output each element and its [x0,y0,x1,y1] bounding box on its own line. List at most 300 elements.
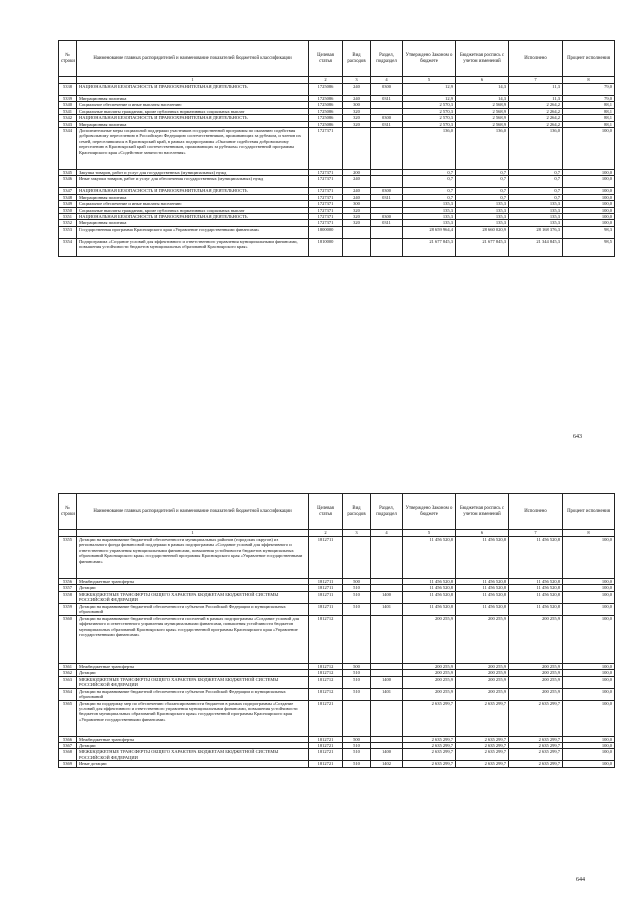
row-budget-plan: 2 568,9 [456,121,509,127]
row-executed: 2 635 299,7 [509,749,563,761]
col-header-cs: Целевая статья [309,41,343,77]
row-target-article: 1812712 [309,663,343,669]
row-approved: 200 255,9 [403,688,456,700]
row-expense-type: 300 [343,102,371,108]
row-name: Миграционная политика [77,220,309,226]
row-budget-plan: 2 635 299,7 [456,743,509,749]
row-section: 0311 [371,96,403,102]
row-number: 5358 [59,591,77,603]
row-name: Социальное обеспечение и иные выплаты населению [77,102,309,108]
row-target-article: 1812721 [309,761,343,767]
row-approved: 2 635 299,7 [403,743,456,749]
col-header-approved: Утверждено Законом о бюджете [403,494,456,530]
col-number: 8 [563,530,615,537]
row-expense-type: 510 [343,585,371,591]
row-approved: 21 677 845,3 [403,238,456,256]
header-row [59,494,615,530]
row-target-article: 1812712 [309,670,343,676]
row-budget-plan: 14,3 [456,84,509,96]
row-expense-type: 300 [343,201,371,207]
row-executed: 28 168 376,3 [509,226,563,238]
row-number: 5356 [59,579,77,585]
row-expense-type [343,238,371,256]
row-expense-type: 240 [343,84,371,96]
col-number: 2 [309,530,343,537]
row-target-article: 1727371 [309,188,343,194]
col-number: 4 [371,530,403,537]
row-approved: 135,3 [403,201,456,207]
row-name: Межбюджетные трансферты [77,579,309,585]
row-executed: 11 456 520,8 [509,591,563,603]
row-percent: 88,1 [563,108,615,114]
row-approved: 2 635 299,7 [403,761,456,767]
row-approved: 12,9 [403,96,456,102]
row-number: 5366 [59,736,77,742]
row-percent: 100,0 [563,201,615,207]
row-expense-type: 320 [343,108,371,114]
row-executed: 11 456 520,8 [509,579,563,585]
row-number: 5364 [59,688,77,700]
col-header-name: Наименование главных распорядителей и наименование показателей бюджетной классификации [77,41,309,77]
row-name: МЕЖБЮДЖЕТНЫЕ ТРАНСФЕРТЫ ОБЩЕГО ХАРАКТЕРА БЮДЖЕТАМ БЮДЖЕТНОЙ СИСТЕМЫ РОССИЙСКОЙ ФЕДЕРАЦИИ [77,749,309,761]
row-percent: 79,0 [563,84,615,96]
col-number: 5 [403,77,456,84]
row-budget-plan: 11 456 520,8 [456,591,509,603]
col-number: 4 [371,77,403,84]
row-name: Дотации на выравнивание бюджетной обеспеченности поселений в рамках подпрограммы «Создание условий для эффективного и ответственного управления муниципальными финансами, повышения устойчивости бюджетов муниципальных образований Красноярского края» государственной программы Красноярского края «Управление государственными финансами» [77,615,309,663]
row-expense-type: 510 [343,676,371,688]
row-section: 0300 [371,188,403,194]
col-header-vr: Вид расходов [343,494,371,530]
row-number: 5350 [59,207,77,213]
row-executed: 11 456 520,8 [509,585,563,591]
row-name: Государственная программа Красноярского края «Управление государственными финансами» [77,226,309,238]
row-budget-plan: 0,7 [456,194,509,200]
row-budget-plan: 11 456 520,8 [456,537,509,579]
row-expense-type [343,537,371,579]
table-row [59,749,615,761]
row-number: 5368 [59,749,77,761]
row-number: 5342 [59,115,77,121]
col-header-num: № строки [59,494,77,530]
row-executed: 200 255,9 [509,670,563,676]
row-percent: 79,0 [563,96,615,102]
row-percent: 100,0 [563,663,615,669]
row-budget-plan: 200 255,9 [456,663,509,669]
col-header-rz: Раздел, подраздел [371,41,403,77]
row-budget-plan: 135,3 [456,214,509,220]
row-percent: 98,5 [563,238,615,256]
row-expense-type: 240 [343,188,371,194]
row-budget-plan: 11 456 520,8 [456,585,509,591]
row-percent: 100,0 [563,188,615,194]
row-approved: 0,7 [403,194,456,200]
row-number: 5349 [59,201,77,207]
row-percent: 100,0 [563,220,615,226]
row-budget-plan: 200 255,9 [456,615,509,663]
table-body-bottom [59,537,615,768]
row-target-article: 1725086 [309,121,343,127]
row-target-article: 1812712 [309,688,343,700]
row-executed: 200 255,9 [509,676,563,688]
row-name: Дотации [77,585,309,591]
row-target-article: 1727371 [309,207,343,213]
row-section [371,238,403,256]
row-expense-type: 320 [343,214,371,220]
row-name: Дотации на выравнивание бюджетной обеспеченности субъектов Российской Федерации и муниципальных образований [77,603,309,615]
row-target-article: 1812721 [309,749,343,761]
row-percent: 100,0 [563,676,615,688]
row-percent: 100,0 [563,700,615,736]
row-approved: 2 570,3 [403,108,456,114]
column-number-row [59,77,615,84]
col-number: 3 [343,530,371,537]
row-target-article: 1812712 [309,676,343,688]
row-section: 1400 [371,591,403,603]
row-approved: 28 659 964,4 [403,226,456,238]
row-budget-plan: 2 568,9 [456,108,509,114]
row-section: 0311 [371,121,403,127]
row-executed: 0,7 [509,170,563,176]
col-header-cs: Целевая статья [309,494,343,530]
row-expense-type: 500 [343,663,371,669]
row-number: 5360 [59,615,77,663]
row-expense-type: 320 [343,220,371,226]
page-number: 643 [573,434,582,440]
row-approved: 136,0 [403,128,456,170]
col-number: 8 [563,77,615,84]
col-number [59,77,77,84]
row-name: НАЦИОНАЛЬНАЯ БЕЗОПАСНОСТЬ И ПРАВООХРАНИТЕЛЬНАЯ ДЕЯТЕЛЬНОСТЬ [77,84,309,96]
row-budget-plan: 0,7 [456,176,509,188]
row-target-article: 1812711 [309,537,343,579]
row-percent: 100,0 [563,749,615,761]
row-percent: 100,0 [563,761,615,767]
col-number: 7 [509,77,563,84]
row-executed: 200 255,9 [509,688,563,700]
row-executed: 200 255,9 [509,663,563,669]
col-number: 6 [456,530,509,537]
row-expense-type: 510 [343,670,371,676]
row-percent: 100,0 [563,688,615,700]
row-approved: 200 255,9 [403,676,456,688]
row-percent: 88,1 [563,102,615,108]
row-budget-plan: 11 456 520,8 [456,603,509,615]
row-budget-plan: 0,7 [456,170,509,176]
row-percent: 88,1 [563,115,615,121]
row-name: Дотации [77,743,309,749]
row-approved: 200 255,9 [403,615,456,663]
row-section [371,615,403,663]
row-percent: 100,0 [563,194,615,200]
table-row [59,238,615,256]
row-expense-type [343,128,371,170]
table-row [59,615,615,663]
row-budget-plan: 2 635 299,7 [456,736,509,742]
row-approved: 11 456 520,8 [403,591,456,603]
row-executed: 2 635 299,7 [509,761,563,767]
row-target-article: 1725086 [309,108,343,114]
row-expense-type: 500 [343,579,371,585]
row-budget-plan: 2 635 299,7 [456,761,509,767]
row-expense-type: 320 [343,207,371,213]
col-header-budget: Бюджетная роспись с учетом изменений [456,494,509,530]
row-budget-plan: 11 456 520,8 [456,579,509,585]
page-number: 644 [576,877,585,883]
row-name: Миграционная политика [77,194,309,200]
row-name: НАЦИОНАЛЬНАЯ БЕЗОПАСНОСТЬ И ПРАВООХРАНИТЕЛЬНАЯ ДЕЯТЕЛЬНОСТЬ [77,115,309,121]
row-percent: 100,0 [563,603,615,615]
row-approved: 2 635 299,7 [403,700,456,736]
row-number: 5367 [59,743,77,749]
row-section [371,537,403,579]
row-target-article: 1812711 [309,603,343,615]
col-header-executed: Исполнено [509,494,563,530]
row-name: НАЦИОНАЛЬНАЯ БЕЗОПАСНОСТЬ И ПРАВООХРАНИТЕЛЬНАЯ ДЕЯТЕЛЬНОСТЬ [77,188,309,194]
row-budget-plan: 28 660 020,9 [456,226,509,238]
row-executed: 136,0 [509,128,563,170]
row-executed: 135,3 [509,214,563,220]
row-section: 0311 [371,220,403,226]
row-number: 5339 [59,96,77,102]
row-expense-type: 510 [343,749,371,761]
row-approved: 2 570,3 [403,121,456,127]
row-approved: 200 255,9 [403,670,456,676]
row-approved: 2 570,3 [403,102,456,108]
row-executed: 0,7 [509,176,563,188]
row-name: Миграционная политика [77,96,309,102]
row-expense-type: 500 [343,736,371,742]
row-name: МЕЖБЮДЖЕТНЫЕ ТРАНСФЕРТЫ ОБЩЕГО ХАРАКТЕРА БЮДЖЕТАМ БЮДЖЕТНОЙ СИСТЕМЫ РОССИЙСКОЙ ФЕДЕРАЦИИ [77,591,309,603]
budget-table-bottom [58,493,615,768]
row-expense-type: 320 [343,121,371,127]
row-name: Дотации [77,670,309,676]
budget-table-top [58,40,615,257]
row-expense-type: 510 [343,591,371,603]
row-budget-plan: 135,3 [456,207,509,213]
row-target-article: 1725086 [309,102,343,108]
row-target-article: 1727371 [309,176,343,188]
row-target-article: 1727371 [309,170,343,176]
row-executed: 135,3 [509,201,563,207]
row-budget-plan: 135,3 [456,220,509,226]
row-number: 5351 [59,214,77,220]
row-section: 0300 [371,84,403,96]
row-section: 1401 [371,688,403,700]
row-section: 0300 [371,214,403,220]
row-target-article: 1727371 [309,128,343,170]
col-number: 2 [309,77,343,84]
row-target-article: 1810000 [309,238,343,256]
row-approved: 135,3 [403,220,456,226]
row-percent: 100,0 [563,128,615,170]
row-number: 5340 [59,102,77,108]
row-section: 1402 [371,761,403,767]
row-budget-plan: 136,0 [456,128,509,170]
row-percent: 100,0 [563,207,615,213]
row-budget-plan: 200 255,9 [456,676,509,688]
row-number: 5338 [59,84,77,96]
row-expense-type [343,700,371,736]
row-executed: 0,7 [509,194,563,200]
row-number: 5361 [59,663,77,669]
row-approved: 2 570,3 [403,115,456,121]
row-executed: 11 456 520,8 [509,537,563,579]
column-number-row [59,530,615,537]
col-header-vr: Вид расходов [343,41,371,77]
row-name: МЕЖБЮДЖЕТНЫЕ ТРАНСФЕРТЫ ОБЩЕГО ХАРАКТЕРА БЮДЖЕТАМ БЮДЖЕТНОЙ СИСТЕМЫ РОССИЙСКОЙ ФЕДЕРАЦИИ [77,676,309,688]
row-approved: 135,3 [403,214,456,220]
row-target-article: 1812721 [309,736,343,742]
row-target-article: 1725086 [309,96,343,102]
row-executed: 135,3 [509,207,563,213]
row-percent: 100,0 [563,214,615,220]
row-expense-type: 240 [343,176,371,188]
row-number: 5352 [59,220,77,226]
row-number: 5344 [59,128,77,170]
row-approved: 12,9 [403,84,456,96]
row-number: 5347 [59,188,77,194]
row-budget-plan: 2 568,9 [456,115,509,121]
row-target-article: 1812721 [309,743,343,749]
row-budget-plan: 200 255,9 [456,688,509,700]
row-expense-type: 320 [343,115,371,121]
row-expense-type: 510 [343,743,371,749]
col-number: 1 [77,530,309,537]
row-number: 5363 [59,676,77,688]
row-percent: 100,0 [563,579,615,585]
row-approved: 2 635 299,7 [403,736,456,742]
row-name: Дотации на поддержку мер по обеспечению сбалансированности бюджетов в рамках подпрограммы «Создание условий для эффективного и ответственного управления муниципальными финансами, повышения устойчивости бюджетов муниципальных образований Красноярского края» государственной программы Красноярского края «Управление государственными финансами» [77,700,309,736]
row-executed: 11 456 520,8 [509,603,563,615]
row-expense-type: 240 [343,96,371,102]
table-row [59,537,615,579]
row-section: 1401 [371,603,403,615]
col-number [59,530,77,537]
row-budget-plan: 21 677 845,3 [456,238,509,256]
row-approved: 135,3 [403,207,456,213]
row-number: 5369 [59,761,77,767]
row-name: Дотации на выравнивание бюджетной обеспеченности субъектов Российской Федерации и муниципальных образований [77,688,309,700]
row-executed: 11,3 [509,84,563,96]
row-budget-plan: 2 635 299,7 [456,749,509,761]
row-name: Межбюджетные трансферты [77,663,309,669]
row-percent: 100,0 [563,670,615,676]
row-target-article: 1725086 [309,115,343,121]
row-executed: 2 264,2 [509,121,563,127]
table-row [59,700,615,736]
row-approved: 11 456 520,8 [403,603,456,615]
col-header-name: Наименование главных распорядителей и наименование показателей бюджетной классификации [77,494,309,530]
row-percent: 100,0 [563,170,615,176]
table-row [59,84,615,96]
col-header-rz: Раздел, подраздел [371,494,403,530]
row-number: 5354 [59,238,77,256]
row-name: Дополнительные меры социальной поддержки участников государственной программы по оказанию содействия добровольному переселению в Российскую Федерацию соотечественников, проживающих за рубежом, и членов их семей, переселившихся в Красноярский край, в рамках подпрограммы «Оказание содействия добровольному переселению в Красноярский край соотечественников, проживающих за рубежом» государственной программы Красноярского края «Содействие занятости населения» [77,128,309,170]
row-name: Межбюджетные трансферты [77,736,309,742]
col-header-executed: Исполнено [509,41,563,77]
table-row [59,676,615,688]
table-row [59,128,615,170]
row-percent: 100,0 [563,176,615,188]
row-target-article: 1727371 [309,220,343,226]
budget-sheet-bottom [58,493,614,768]
row-target-article: 1812721 [309,700,343,736]
row-number: 5348 [59,194,77,200]
header-row [59,41,615,77]
row-approved: 0,7 [403,188,456,194]
row-percent: 88,1 [563,121,615,127]
row-approved: 0,7 [403,176,456,188]
row-expense-type [343,615,371,663]
col-header-budget: Бюджетная роспись с учетом изменений [456,41,509,77]
row-approved: 2 635 299,7 [403,749,456,761]
row-target-article: 1812711 [309,591,343,603]
col-header-pct: Процент исполнения [563,41,615,77]
row-section [371,700,403,736]
row-executed: 200 255,9 [509,615,563,663]
row-executed: 135,3 [509,220,563,226]
row-section: 1400 [371,749,403,761]
col-number: 6 [456,77,509,84]
row-number: 5365 [59,700,77,736]
table-body-top [59,84,615,257]
row-approved: 11 456 520,8 [403,537,456,579]
row-number: 5343 [59,121,77,127]
row-executed: 2 264,2 [509,108,563,114]
table-row [59,603,615,615]
row-budget-plan: 135,3 [456,201,509,207]
row-percent: 100,0 [563,591,615,603]
row-approved: 11 456 520,8 [403,579,456,585]
row-executed: 2 635 299,7 [509,743,563,749]
row-executed: 2 635 299,7 [509,700,563,736]
row-number: 5357 [59,585,77,591]
row-name: Миграционная политика [77,121,309,127]
row-percent: 100,0 [563,585,615,591]
row-approved: 0,7 [403,170,456,176]
row-name: Социальные выплаты гражданам, кроме публичных нормативных социальных выплат [77,108,309,114]
row-percent: 98,3 [563,226,615,238]
row-name: Иные дотации [77,761,309,767]
row-number: 5341 [59,108,77,114]
col-header-pct: Процент исполнения [563,494,615,530]
table-row [59,591,615,603]
table-row [59,226,615,238]
col-header-approved: Утверждено Законом о бюджете [403,41,456,77]
row-name: Подпрограмма «Создание условий для эффективного и ответственного управления муниципальными финансами, повышения устойчивости бюджетов муниципальных образований Красноярского края» [77,238,309,256]
row-number: 5355 [59,537,77,579]
row-number: 5346 [59,176,77,188]
row-name: НАЦИОНАЛЬНАЯ БЕЗОПАСНОСТЬ И ПРАВООХРАНИТЕЛЬНАЯ ДЕЯТЕЛЬНОСТЬ [77,214,309,220]
row-percent: 100,0 [563,743,615,749]
row-number: 5362 [59,670,77,676]
row-section [371,128,403,170]
row-target-article: 1727371 [309,194,343,200]
row-expense-type: 200 [343,170,371,176]
row-target-article: 1727371 [309,214,343,220]
row-executed: 11,3 [509,96,563,102]
row-budget-plan: 14,3 [456,96,509,102]
row-expense-type: 510 [343,688,371,700]
row-name: Социальные выплаты гражданам, кроме публичных нормативных социальных выплат [77,207,309,213]
col-number: 1 [77,77,309,84]
row-number: 5345 [59,170,77,176]
row-percent: 100,0 [563,537,615,579]
row-name: Закупка товаров, работ и услуг для государственных (муниципальных) нужд [77,170,309,176]
budget-sheet-top [58,40,614,257]
row-expense-type [343,226,371,238]
